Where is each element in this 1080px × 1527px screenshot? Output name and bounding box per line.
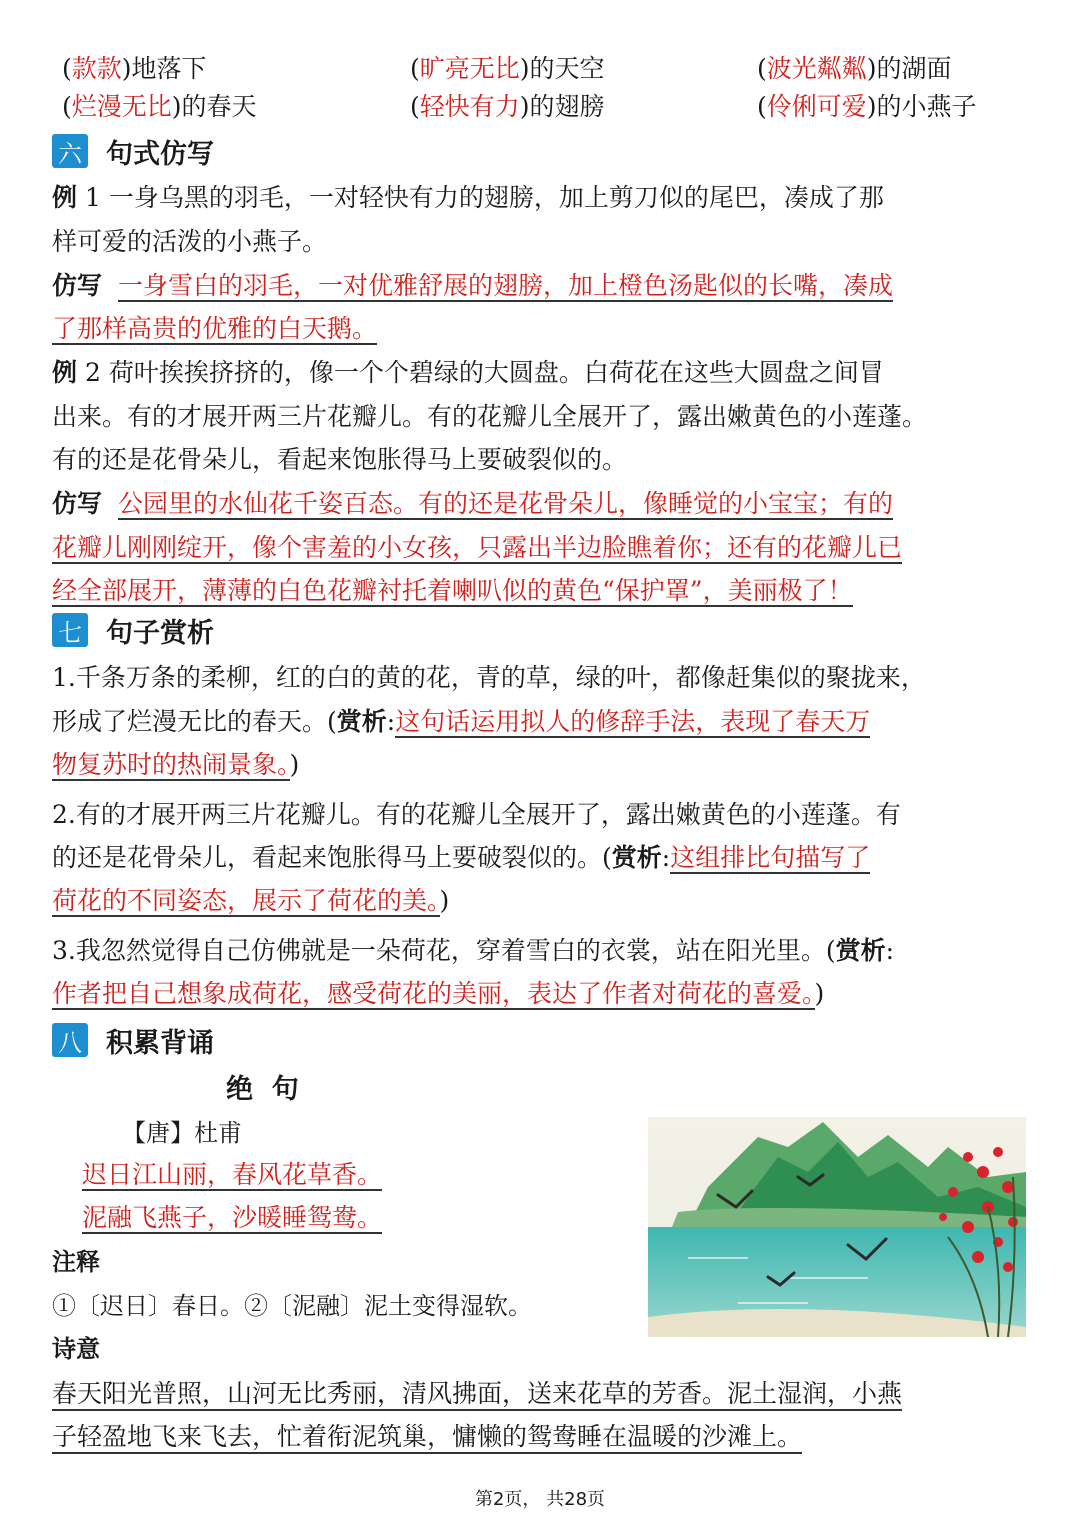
imitation-answer: 了那样高贵的优雅的白天鹅。 <box>52 314 378 343</box>
poem-author: 【唐】杜甫 <box>122 1119 242 1147</box>
paren-close: ) <box>814 979 825 1008</box>
phrase-5 <box>410 88 605 126</box>
answer-text: 伶俐可爱 <box>766 92 867 121</box>
paren-close: ) <box>289 750 300 779</box>
sentence-text: 2.有的才展开两三片花瓣儿。有的花瓣儿全展开了，露出嫩黄色的小莲蓬。有 <box>52 800 901 829</box>
example-2-line-3 <box>52 440 627 480</box>
sentence-text: 的还是花骨朵儿，看起来饱胀得马上要破裂似的。( <box>52 843 612 872</box>
example-text: 出来。有的才展开两三片花瓣儿。有的花瓣儿全展开了，露出嫩黄色的小莲蓬。 <box>52 402 928 431</box>
poem-line-2 <box>82 1199 382 1237</box>
phrase-text: )的小燕子 <box>866 92 977 121</box>
sentence-2-line-1 <box>52 795 901 835</box>
section-title: 句子赏析 <box>106 617 214 649</box>
answer-text: 款款 <box>71 54 122 83</box>
phrase-2 <box>410 50 605 88</box>
appreciation-answer: 荷花的不同姿态，展示了荷花的美。 <box>52 886 440 915</box>
section-title: 句式仿写 <box>106 138 214 170</box>
sentence-3-line-1 <box>52 931 894 971</box>
poem-line-1 <box>82 1156 382 1194</box>
example-label: 例 <box>52 183 78 212</box>
landscape-painting-icon <box>648 1117 1026 1337</box>
paren-open: ( <box>62 92 72 121</box>
imitation-answer: 一身雪白的羽毛，一对优雅舒展的翅膀，加上橙色汤匙似的长嘴，凑成 <box>117 271 893 300</box>
phrase-text: )的翅膀 <box>519 92 605 121</box>
example-1-line-2 <box>52 222 327 262</box>
appreciation-answer: 这组排比句描写了 <box>670 843 871 872</box>
meaning-line-2 <box>52 1417 802 1457</box>
answer-text: 波光粼粼 <box>766 54 867 83</box>
section-8-header <box>52 1022 214 1058</box>
section-number-badge: 七 <box>52 613 88 647</box>
appreciation-label: 赏析 <box>835 936 886 965</box>
poem-line-text: 泥融飞燕子，沙暖睡鸳鸯。 <box>82 1203 383 1232</box>
meaning-text: 子轻盈地飞来飞去，忙着衔泥筑巢，慵懒的鸳鸯睡在温暖的沙滩上。 <box>52 1422 802 1454</box>
paren-open: ( <box>757 54 767 83</box>
notes-label: 注释 <box>52 1248 100 1276</box>
section-7-header <box>52 612 214 648</box>
example-text: 有的还是花骨朵儿，看起来饱胀得马上要破裂似的。 <box>52 445 628 474</box>
colon: : <box>661 843 671 872</box>
phrase-1 <box>62 50 207 88</box>
sentence-3-line-2 <box>52 974 824 1014</box>
example-label: 例 <box>52 358 78 387</box>
section-6-header <box>52 133 214 169</box>
meaning-line-1 <box>52 1374 902 1414</box>
phrase-text: )的湖面 <box>866 54 952 83</box>
sentence-1-line-1 <box>52 658 926 698</box>
imitation-1-line-1 <box>52 266 893 306</box>
meaning-label: 诗意 <box>52 1335 100 1363</box>
paren-open: ( <box>410 54 420 83</box>
imitation-2-line-3 <box>52 571 853 611</box>
phrase-text: )的春天 <box>171 92 257 121</box>
sentence-text: 形成了烂漫无比的春天。( <box>52 707 337 736</box>
answer-text: 旷亮无比 <box>419 54 520 83</box>
appreciation-answer: 这句话运用拟人的修辞手法，表现了春天万 <box>395 707 871 736</box>
section-number-badge: 八 <box>52 1023 88 1057</box>
imitation-answer: 公园里的水仙花千姿百态。有的还是花骨朵儿，像睡觉的小宝宝；有的 <box>117 489 893 518</box>
phrase-4 <box>62 88 257 126</box>
example-2-line-2 <box>52 397 927 437</box>
paren-close: ) <box>439 886 450 915</box>
phrase-3 <box>757 50 952 88</box>
phrase-6 <box>757 88 977 126</box>
appreciation-answer: 物复苏时的热闹景象。 <box>52 750 290 779</box>
paren-open: ( <box>410 92 420 121</box>
sentence-1-line-3 <box>52 745 299 785</box>
notes-text: ①〔迟日〕春日。②〔泥融〕泥土变得湿软。 <box>52 1292 532 1320</box>
appreciation-label: 赏析 <box>611 843 662 872</box>
phrase-text: )地落下 <box>121 54 207 83</box>
sentence-text: 3.我忽然觉得自己仿佛就是一朵荷花，穿着雪白的衣裳，站在阳光里。( <box>52 936 836 965</box>
imitation-label: 仿写 <box>52 489 103 518</box>
imitation-answer: 花瓣儿刚刚绽开，像个害羞的小女孩，只露出半边脸瞧着你；还有的花瓣儿已 <box>52 533 903 562</box>
section-title: 积累背诵 <box>106 1027 214 1059</box>
meaning-text: 春天阳光普照，山河无比秀丽，清风拂面，送来花草的芳香。泥土湿润，小燕 <box>52 1379 902 1411</box>
spring-landscape-illustration <box>648 1117 1026 1337</box>
sentence-2-line-3 <box>52 881 449 921</box>
imitation-1-line-2 <box>52 309 377 349</box>
sentence-2-line-2 <box>52 838 870 878</box>
imitation-answer: 经全部展开，薄薄的白色花瓣衬托着喇叭似的黄色“保护罩”，美丽极了！ <box>52 576 853 605</box>
colon: : <box>885 936 895 965</box>
example-text: 1 一身乌黑的羽毛，一对轻快有力的翅膀，加上剪刀似的尾巴，凑成了那 <box>77 183 884 212</box>
imitation-2-line-1 <box>52 484 893 524</box>
poem-title: 绝 句 <box>226 1074 299 1105</box>
example-text: 样可爱的活泼的小燕子。 <box>52 227 328 256</box>
page-number: 第2页， 共28页 <box>474 1489 606 1510</box>
poem-line-text: 迟日江山丽，春风花草香。 <box>82 1160 383 1189</box>
phrase-text: )的天空 <box>519 54 605 83</box>
paren-open: ( <box>757 92 767 121</box>
appreciation-label: 赏析 <box>336 707 387 736</box>
sentence-text: 1.千条万条的柔柳，红的白的黄的花，青的草，绿的叶，都像赶集似的聚拢来， <box>52 663 926 692</box>
appreciation-answer: 作者把自己想象成荷花，感受荷花的美丽，表达了作者对荷花的喜爱。 <box>52 979 815 1008</box>
section-number-badge: 六 <box>52 134 88 168</box>
answer-text: 轻快有力 <box>419 92 520 121</box>
example-1-line-1 <box>52 178 884 218</box>
example-text: 2 荷叶挨挨挤挤的，像一个个碧绿的大圆盘。白荷花在这些大圆盘之间冒 <box>77 358 884 387</box>
imitation-2-line-2 <box>52 528 902 568</box>
sentence-1-line-2 <box>52 702 870 742</box>
example-2-line-1 <box>52 353 884 393</box>
colon: : <box>386 707 396 736</box>
answer-text: 烂漫无比 <box>71 92 172 121</box>
imitation-label: 仿写 <box>52 271 103 300</box>
paren-open: ( <box>62 54 72 83</box>
